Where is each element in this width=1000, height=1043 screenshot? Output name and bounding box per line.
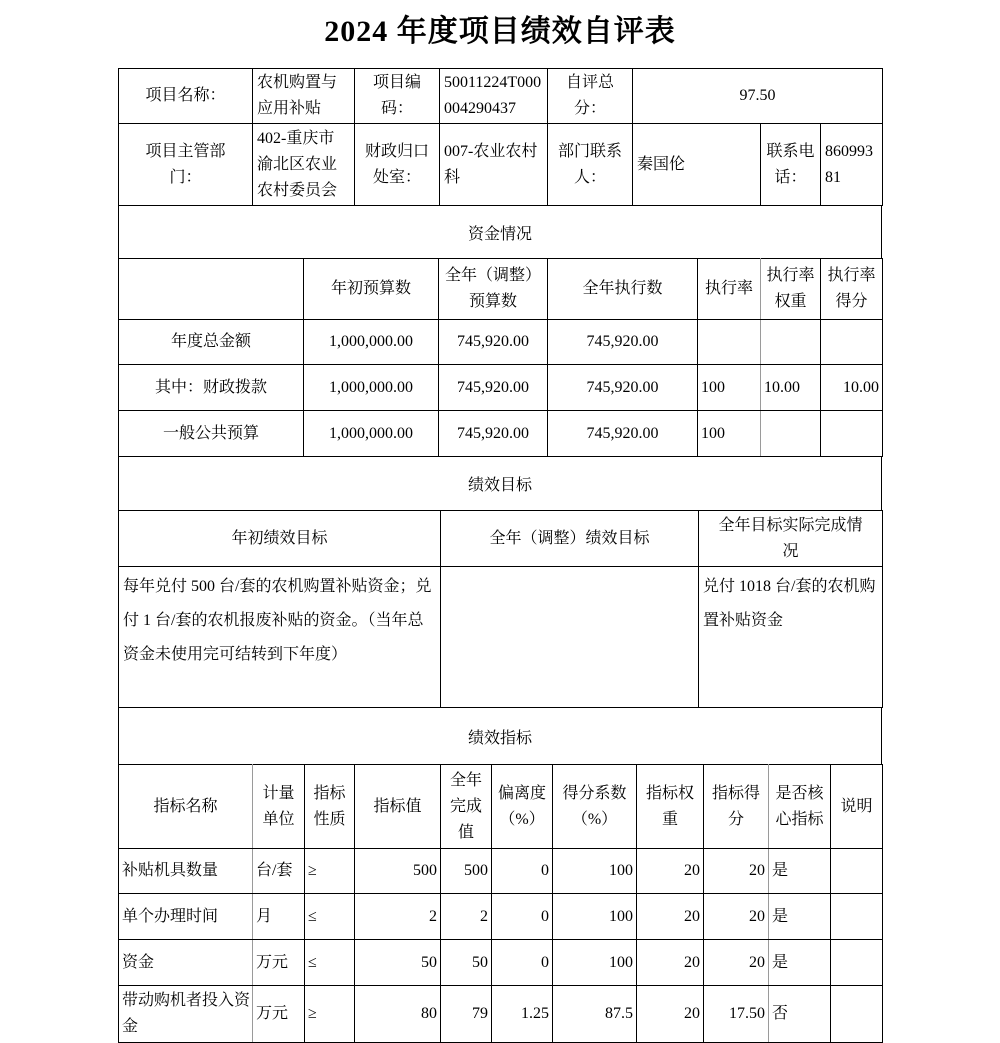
dept-value: 402-重庆市渝北区农业农村委员会 xyxy=(253,124,355,206)
table-row xyxy=(119,940,883,986)
funds-col-blank xyxy=(119,259,304,320)
ind-name: 资金 xyxy=(119,940,253,986)
ind-score: 20 xyxy=(704,849,769,894)
funds-rate xyxy=(698,320,761,365)
ind-deviation: 0 xyxy=(492,940,553,986)
funds-adjusted: 745,920.00 xyxy=(439,411,548,457)
funds-score xyxy=(821,320,883,365)
ind-note xyxy=(831,940,883,986)
ind-name: 带动购机者投入资金 xyxy=(119,986,253,1043)
section-title-funds: 资金情况 xyxy=(118,205,882,259)
ind-col-deviation: 偏离度（%） xyxy=(492,765,553,849)
phone-label: 联系电话： xyxy=(761,124,821,206)
ind-col-note: 说明 xyxy=(831,765,883,849)
ind-core: 是 xyxy=(769,894,831,940)
ind-name: 单个办理时间 xyxy=(119,894,253,940)
funds-col-executed: 全年执行数 xyxy=(548,259,698,320)
ind-target: 80 xyxy=(355,986,441,1043)
project-name-value: 农机购置与应用补贴 xyxy=(253,69,355,124)
ind-coefficient: 100 xyxy=(553,849,637,894)
ind-weight: 20 xyxy=(637,986,704,1043)
funds-score xyxy=(821,411,883,457)
ind-actual: 2 xyxy=(441,894,492,940)
funds-rate: 100 xyxy=(698,411,761,457)
ind-core: 是 xyxy=(769,849,831,894)
contact-label: 部门联系人： xyxy=(548,124,633,206)
ind-deviation: 0 xyxy=(492,849,553,894)
funds-executed: 745,920.00 xyxy=(548,320,698,365)
ind-deviation: 1.25 xyxy=(492,986,553,1043)
contact-value: 秦国伦 xyxy=(633,124,761,206)
ind-core: 是 xyxy=(769,940,831,986)
funds-col-rate: 执行率 xyxy=(698,259,761,320)
ind-score: 20 xyxy=(704,894,769,940)
ind-weight: 20 xyxy=(637,894,704,940)
ind-note xyxy=(831,849,883,894)
table-row xyxy=(119,124,883,206)
funds-row-label: 其中：财政拨款 xyxy=(119,365,304,411)
goals-table xyxy=(118,510,883,708)
table-header-row xyxy=(119,511,883,567)
table-header-row xyxy=(119,259,883,320)
ind-target: 500 xyxy=(355,849,441,894)
ind-weight: 20 xyxy=(637,849,704,894)
goals-initial-text: 每年兑付 500 台/套的农机购置补贴资金；兑付 1 台/套的农机报废补贴的资金。（当年总资金未使用完可结转到下年度） xyxy=(119,567,441,708)
table-row xyxy=(119,365,883,411)
ind-col-weight: 指标权重 xyxy=(637,765,704,849)
ind-col-target: 指标值 xyxy=(355,765,441,849)
ind-unit: 万元 xyxy=(253,940,305,986)
ind-coefficient: 100 xyxy=(553,940,637,986)
table-row xyxy=(119,411,883,457)
ind-col-nature: 指标性质 xyxy=(305,765,355,849)
goals-col-adjusted: 全年（调整）绩效目标 xyxy=(441,511,699,567)
ind-col-name: 指标名称 xyxy=(119,765,253,849)
ind-actual: 50 xyxy=(441,940,492,986)
funds-col-initial: 年初预算数 xyxy=(304,259,439,320)
funds-initial: 1,000,000.00 xyxy=(304,411,439,457)
ind-col-score: 指标得分 xyxy=(704,765,769,849)
project-code-label: 项目编码： xyxy=(355,69,440,124)
goals-adjusted-text xyxy=(441,567,699,708)
ind-score: 20 xyxy=(704,940,769,986)
funds-col-score: 执行率得分 xyxy=(821,259,883,320)
funds-weight xyxy=(761,320,821,365)
section-title-goals: 绩效目标 xyxy=(118,456,882,511)
table-row xyxy=(119,69,883,124)
ind-core: 否 xyxy=(769,986,831,1043)
ind-actual: 79 xyxy=(441,986,492,1043)
goals-col-initial: 年初绩效目标 xyxy=(119,511,441,567)
ind-coefficient: 100 xyxy=(553,894,637,940)
funds-initial: 1,000,000.00 xyxy=(304,320,439,365)
funds-executed: 745,920.00 xyxy=(548,411,698,457)
funds-adjusted: 745,920.00 xyxy=(439,365,548,411)
section-title-indicators: 绩效指标 xyxy=(118,707,882,765)
ind-col-coefficient: 得分系数（%） xyxy=(553,765,637,849)
ind-actual: 500 xyxy=(441,849,492,894)
self-score-value: 97.50 xyxy=(633,69,883,124)
page-title: 2024 年度项目绩效自评表 xyxy=(324,15,676,48)
ind-name: 补贴机具数量 xyxy=(119,849,253,894)
funds-row-label: 年度总金额 xyxy=(119,320,304,365)
funds-rate: 100 xyxy=(698,365,761,411)
funds-score: 10.00 xyxy=(821,365,883,411)
finance-office-label: 财政归口处室： xyxy=(355,124,440,206)
funds-col-weight: 执行率权重 xyxy=(761,259,821,320)
indicators-table xyxy=(118,764,883,1043)
ind-target: 2 xyxy=(355,894,441,940)
self-evaluation-sheet xyxy=(118,68,882,1043)
table-row xyxy=(119,567,883,708)
ind-score: 17.50 xyxy=(704,986,769,1043)
funds-table xyxy=(118,258,883,457)
ind-nature: ≤ xyxy=(305,940,355,986)
ind-col-actual: 全年完成值 xyxy=(441,765,492,849)
self-score-label: 自评总分： xyxy=(548,69,633,124)
project-info-table xyxy=(118,68,883,206)
ind-coefficient: 87.5 xyxy=(553,986,637,1043)
ind-nature: ≤ xyxy=(305,894,355,940)
ind-nature: ≥ xyxy=(305,986,355,1043)
ind-target: 50 xyxy=(355,940,441,986)
project-code-value: 50011224T000004290437 xyxy=(440,69,548,124)
funds-row-label: 一般公共预算 xyxy=(119,411,304,457)
goals-col-actual: 全年目标实际完成情况 xyxy=(699,511,883,567)
table-row xyxy=(119,320,883,365)
ind-note xyxy=(831,986,883,1043)
goals-actual-text: 兑付 1018 台/套的农机购置补贴资金 xyxy=(699,567,883,708)
ind-weight: 20 xyxy=(637,940,704,986)
ind-deviation: 0 xyxy=(492,894,553,940)
funds-executed: 745,920.00 xyxy=(548,365,698,411)
ind-nature: ≥ xyxy=(305,849,355,894)
funds-initial: 1,000,000.00 xyxy=(304,365,439,411)
funds-col-adjusted: 全年（调整）预算数 xyxy=(439,259,548,320)
table-header-row xyxy=(119,765,883,849)
ind-unit: 万元 xyxy=(253,986,305,1043)
ind-col-unit: 计量单位 xyxy=(253,765,305,849)
ind-unit: 月 xyxy=(253,894,305,940)
ind-col-core: 是否核心指标 xyxy=(769,765,831,849)
finance-office-value: 007-农业农村科 xyxy=(440,124,548,206)
funds-weight xyxy=(761,411,821,457)
table-row xyxy=(119,849,883,894)
funds-adjusted: 745,920.00 xyxy=(439,320,548,365)
table-row xyxy=(119,894,883,940)
ind-unit: 台/套 xyxy=(253,849,305,894)
dept-label: 项目主管部门： xyxy=(119,124,253,206)
project-name-label: 项目名称： xyxy=(119,69,253,124)
table-row xyxy=(119,986,883,1043)
ind-note xyxy=(831,894,883,940)
phone-value: 86099381 xyxy=(821,124,883,206)
funds-weight: 10.00 xyxy=(761,365,821,411)
